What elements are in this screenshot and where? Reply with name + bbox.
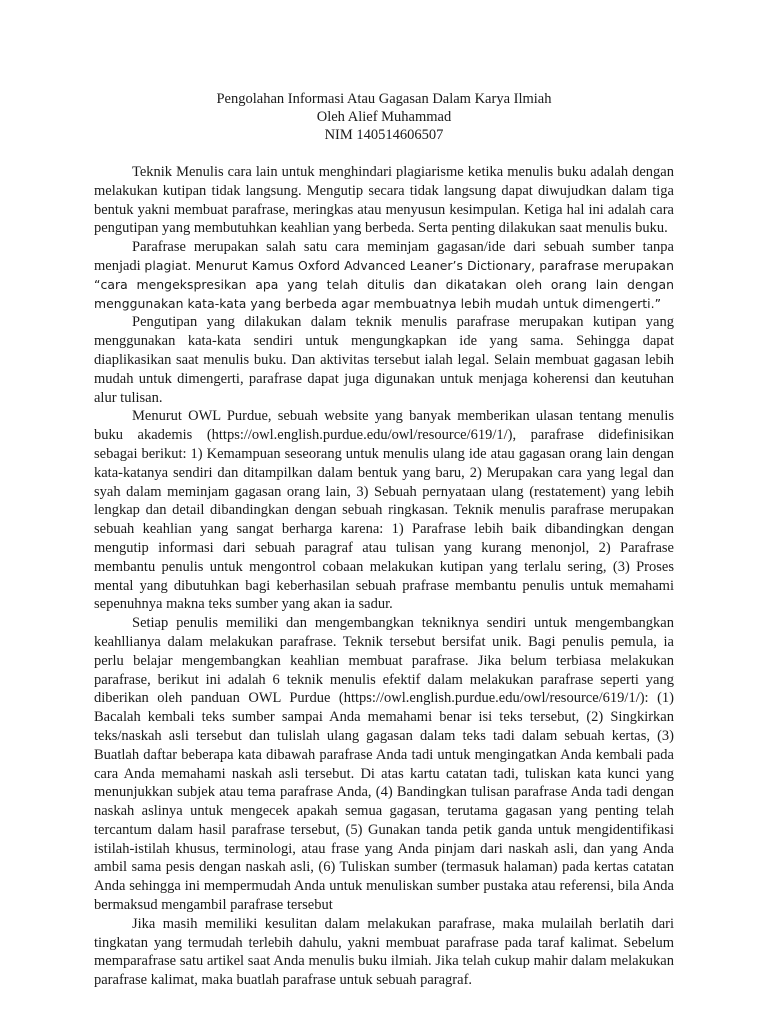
paragraph-2-quoted-text: plagiat. Menurut Kamus Oxford Advanced Leaner’s Dictionary, parafrase merupakan “cara mengekspresikan apa yang telah ditulis dan dikatakan oleh orang lain dengan menggunakan kata-kata yang berbeda agar membuatnya lebih mudah untuk dimengerti.” (94, 257, 674, 311)
document-author: Oleh Alief Muhammad (316, 109, 452, 125)
document-nim: NIM 140514606507 (324, 127, 444, 143)
document-body (94, 163, 674, 990)
paragraph-1 (94, 163, 674, 238)
paragraph-6-text: Jika masih memiliki kesulitan dalam melakukan parafrase, maka mulailah berlatih dari tingkatan yang termudah terlebih dahulu, yakni membuat parafrase pada taraf kalimat. Sebelum memparafrase satu artikel saat Anda menulis buku ilmiah. Jika telah cukup mahir dalam melakukan parafrase kalimat, maka buatlah parafrase untuk sebuah paragraf. (94, 915, 674, 989)
paragraph-4-text: Menurut OWL Purdue, sebuah website yang banyak memberikan ulasan tentang menulis buku akademis (https://owl.english.purdue.edu/owl/resource/619/1/), parafrase didefinisikan sebagai berikut: 1) Kemampuan seseorang untuk menulis ulang ide atau gagasan orang lain dengan kata-katanya sendiri dan ditampilkan dalam bentuk yang baru, 2) Merupakan cara yang legal dan syah dalam meminjam gagasan orang lain, 3) Sebuah pernyataan ulang (restatement) yang lebih lengkap dan detail dibandingkan dengan sebuah ringkasan. Teknik menulis parafrase merupakan sebuah keahlian yang sangat berharga karena: 1) Parafrase lebih baik dibandingkan dengan mengutip informasi dari sebuah paragraf atau tulisan yang kurang menonjol, 2) Parafrase membantu penulis untuk mengontrol cobaan melakukan kutipan yang terlalu sering, (3) Proses mental yang dibutuhkan bagi keberhasilan sebuah prafrase membantu penulis untuk memahami sepenuhnya makna teks sumber yang akan ia sadur. (94, 408, 674, 613)
paragraph-5 (94, 614, 674, 915)
paragraph-2-text: Parafrase merupakan salah satu cara meminjam gagasan/ide dari sebuah sumber tanpa menjadi (94, 239, 674, 274)
paragraph-5-text: Setiap penulis memiliki dan mengembangkan tekniknya sendiri untuk mengembangkan keahllianya dalam melakukan parafrase. Teknik tersebut bersifat unik. Bagi penulis pemula, ia perlu belajar mengembangkan keahlian membuat parafrase. Jika belum terbiasa melakukan parafrase, berikut ini adalah 6 teknik menulis efektif dalam melakukan parafrase seperti yang diberikan oleh panduan OWL Purdue (https://owl.english.purdue.edu/owl/resource/619/1/): (1) Bacalah kembali teks sumber sampai Anda memahami benar isi teks tersebut, (2) Singkirkan teks/naskah asli tersebut dan tulislah ulang gagasan dalam teks tadi dalam sebuah kertas, (3) Buatlah daftar beberapa kata dibawah parafrase Anda tadi untuk mengingatkan Anda kembali pada cara Anda memahami naskah asli tersebut. Di atas kartu catatan tadi, tuliskan kata kunci yang menunjukkan subjek atau tema parafrase Anda, (4) Bandingkan tulisan parafrase Anda tadi dengan naskah aslinya untuk mengecek apakah semua gagasan, terutama gagasan yang penting telah tercantum dalam hasil parafrase tersebut, (5) Gunakan tanda petik ganda untuk mengidentifikasi istilah-istilah khusus, terminologi, atau frase yang Anda pinjam dari naskah asli, dan yang Anda ambil sama pesis dengan naskah asli, (6) Tuliskan sumber (termasuk halaman) pada kertas catatan Anda sehingga ini mempermudah Anda untuk menuliskan sumber pustaka atau referensi, bila Anda bermaksud mengambil parafrase tersebut (94, 615, 674, 914)
paragraph-3 (94, 313, 674, 407)
document-title: Pengolahan Informasi Atau Gagasan Dalam Karya Ilmiah (216, 91, 552, 107)
paragraph-3-text: Pengutipan yang dilakukan dalam teknik menulis parafrase merupakan kutipan yang menggunakan kata-kata sendiri untuk mengungkapkan ide yang sama. Sehingga dapat diaplikasikan saat menulis buku. Dan aktivitas tersebut ialah legal. Selain membuat gagasan lebih mudah untuk dimengerti, parafrase dapat juga digunakan untuk menjaga koherensi dan keutuhan alur tulisan. (94, 314, 674, 406)
document-heading (94, 90, 674, 144)
paragraph-1-text: Teknik Menulis cara lain untuk menghindari plagiarisme ketika menulis buku adalah dengan melakukan kutipan tidak langsung. Mengutip secara tidak langsung dapat diwujudkan dalam tiga bentuk yakni membuat parafrase, meringkas atau menyusun kesimpulan. Ketiga hal ini adalah cara pengutipan yang membutuhkan keahlian yang berbeda. Serta penting dilakukan saat menulis buku. (94, 164, 674, 237)
paragraph-6 (94, 915, 674, 990)
paragraph-2 (94, 238, 674, 313)
paragraph-4 (94, 407, 674, 614)
